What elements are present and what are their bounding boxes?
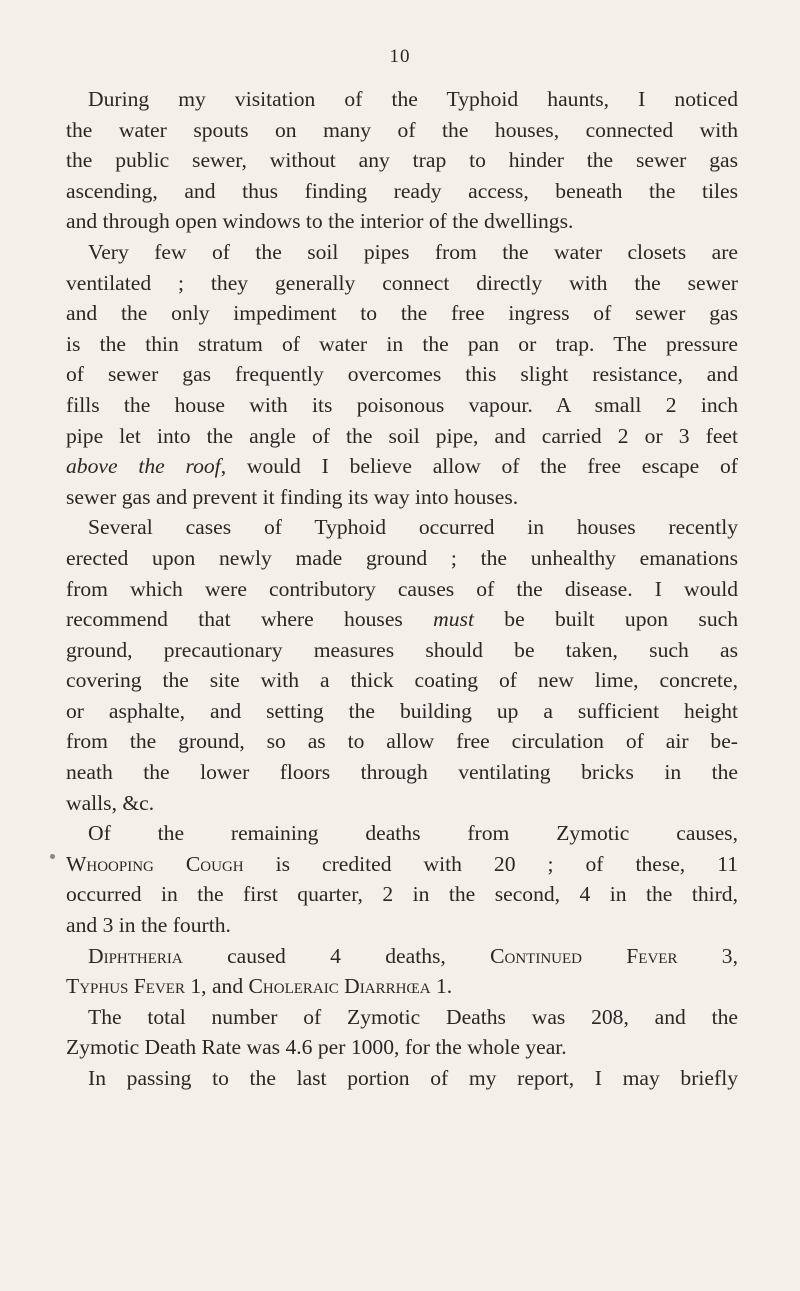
text-line: In passing to the last portion of my report, I may briefly [88, 1066, 738, 1090]
text-line [66, 971, 738, 1002]
text-run: caused 4 deaths, [182, 943, 491, 968]
text-line: from which were contributory causes of the disease. I would [66, 576, 738, 601]
text-line: walls, &c. [66, 790, 155, 815]
text-line: fills the house with its poisonous vapour. A small 2 inch [66, 392, 738, 417]
text-line: neath the lower floors through ventilating bricks in the [66, 760, 738, 785]
text-line: and the only impediment to the free ingress of sewer gas [66, 301, 738, 326]
paragraph-closing [66, 1063, 738, 1094]
emphasis-above-the-roof: above the roof [66, 454, 221, 479]
disease-name-whooping-cough: Whooping Cough [66, 851, 244, 876]
text-line [66, 849, 738, 880]
text-line: and 3 in the fourth. [66, 913, 231, 938]
disease-name-choleraic-diarrhoea: Choleraic Diarrhœa [248, 974, 431, 999]
text-run: be built upon such [473, 607, 739, 632]
text-line: ventilated ; they generally connect directly with the sewer [66, 270, 738, 295]
text-line: of sewer gas frequently overcomes this slight resistance, and [66, 362, 738, 387]
text-run: recommend that where houses [66, 607, 434, 632]
disease-name-diphtheria: Diphtheria [88, 943, 183, 968]
text-line: Very few of the soil pipes from the water closets are [88, 239, 738, 264]
paragraph-zymotic-total [66, 1002, 738, 1063]
text-line [66, 941, 738, 972]
paragraph-soil-pipes [66, 237, 738, 512]
text-run: , would I believe allow of the free escape of [220, 454, 738, 479]
text-line: Zymotic Death Rate was 4.6 per 1000, for the whole year. [66, 1035, 567, 1060]
paragraph-trap-sewer-gas [66, 84, 738, 237]
body-text [66, 84, 738, 1094]
text-line: or asphalte, and setting the building up a sufficient height [66, 698, 738, 723]
text-line: from the ground, so as to allow free circulation of air be- [66, 729, 738, 754]
text-line: ascending, and thus finding ready access, beneath the tiles [66, 178, 738, 203]
text-line: Of the remaining deaths from Zymotic causes, [88, 821, 738, 846]
text-line [66, 604, 738, 635]
text-run: is credited with 20 ; of these, 11 [243, 851, 738, 876]
page-number: 10 [389, 46, 411, 67]
paragraph-newly-made-ground [66, 512, 738, 818]
disease-name-typhus-fever: Typhus Fever [66, 974, 185, 999]
text-run: 1. [430, 974, 453, 999]
text-line: Several cases of Typhoid occurred in houses recently [88, 515, 738, 540]
text-line: The total number of Zymotic Deaths was 208, and the [88, 1004, 738, 1029]
text-line: sewer gas and prevent it finding its way into houses. [66, 484, 519, 509]
text-line [66, 451, 738, 482]
text-line: erected upon newly made ground ; the unhealthy emanations [66, 545, 738, 570]
text-line: the water spouts on many of the houses, connected with [66, 117, 738, 142]
text-line: covering the site with a thick coating of new lime, concrete, [66, 668, 738, 693]
text-line: is the thin stratum of water in the pan or trap. The pressure [66, 331, 738, 356]
text-run: 1, and [184, 974, 249, 999]
text-run: 3, [677, 943, 738, 968]
disease-name-continued-fever: Continued Fever [490, 943, 678, 968]
text-line: ground, precautionary measures should be taken, such as [66, 637, 738, 662]
paragraph-diphtheria [66, 941, 738, 1002]
text-line: During my visitation of the Typhoid haunts, I noticed [88, 87, 738, 111]
text-line: pipe let into the angle of the soil pipe, and carried 2 or 3 feet [66, 423, 738, 448]
emphasis-must: must [433, 607, 474, 632]
paragraph-whooping-cough [66, 818, 738, 940]
text-line: occurred in the first quarter, 2 in the second, 4 in the third, [66, 882, 738, 907]
margin-dot [50, 854, 55, 859]
text-line: and through open windows to the interior of the dwellings. [66, 209, 574, 234]
text-line: the public sewer, without any trap to hinder the sewer gas [66, 148, 738, 173]
